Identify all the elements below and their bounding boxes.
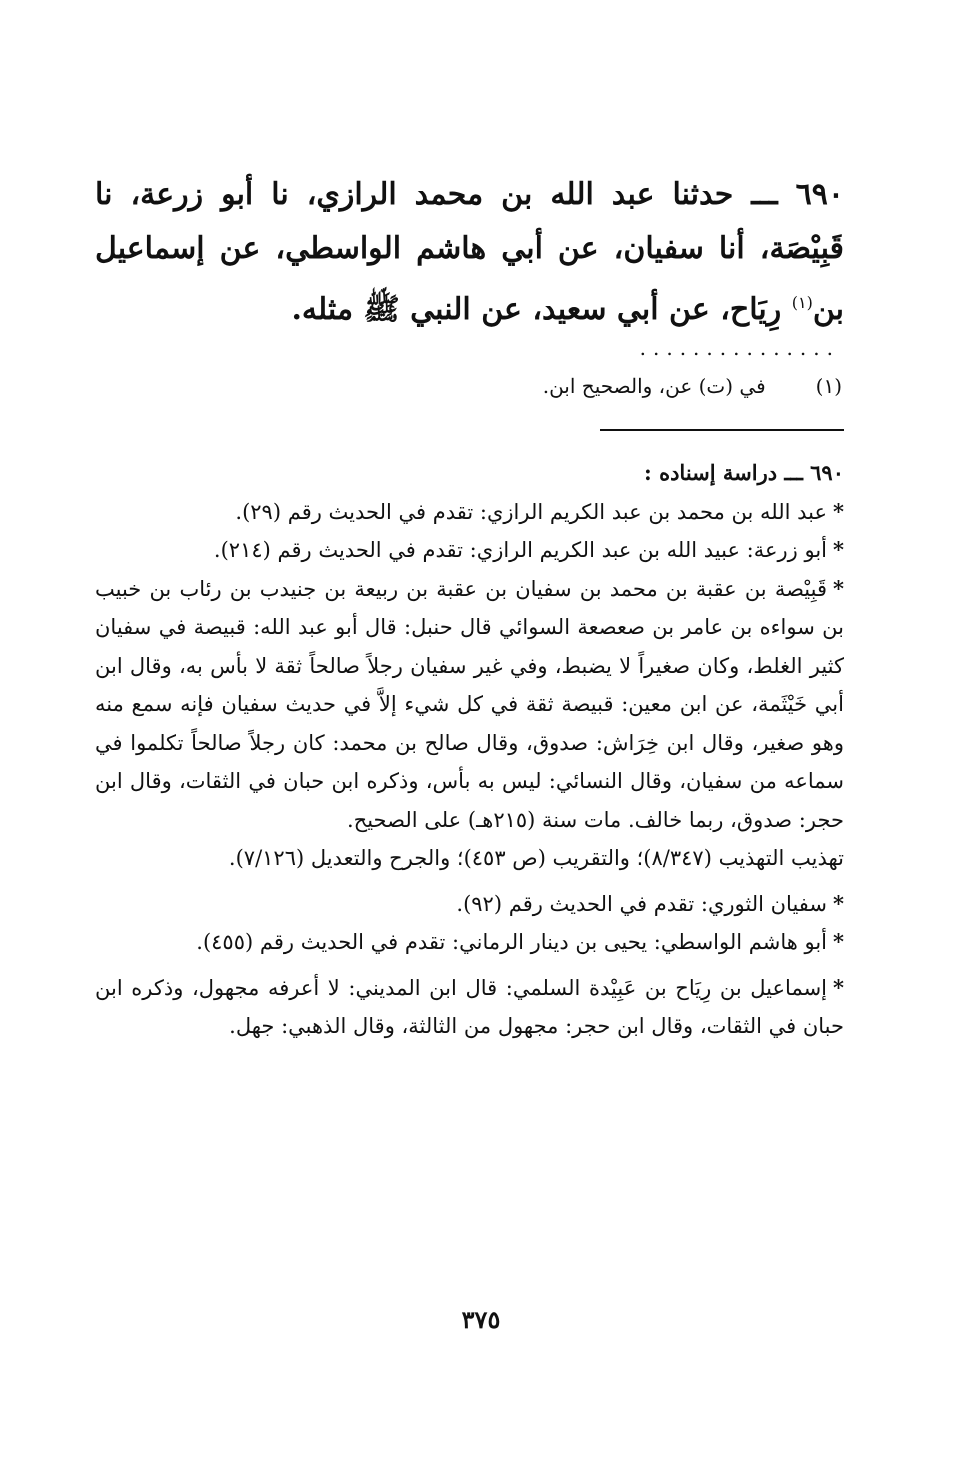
page-number: ٣٧٥ (461, 1305, 501, 1334)
hadith-body-2: رِيَاح، عن أبي سعيد، عن النبي ﷺ مثله. (291, 292, 782, 327)
footnote-number: (١) (815, 374, 842, 398)
narrator-entry (95, 493, 844, 532)
reference-line: تهذيب التهذيب (٨/٣٤٧)؛ والتقريب (ص ٤٥٣)؛ والجرح والتعديل (٧/١٢٦). (228, 846, 844, 870)
footnote-marker: (١) (791, 293, 813, 312)
narrator-entry (95, 923, 844, 962)
bullet-icon: * (833, 890, 844, 916)
hadith-body-1: حدثنا عبد الله بن محمد الرازي، نا أبو زرعة، نا قَبِيْصَة، أنا سفيان، عن أبي هاشم الواسطي، عن إسماعيل بن (95, 177, 844, 327)
bullet-icon: * (833, 498, 844, 524)
narrator-entry (95, 969, 844, 1046)
hadith-number: ٦٩٠ (795, 177, 844, 212)
bullet-icon: * (833, 575, 844, 601)
hadith-text (95, 168, 844, 337)
isnad-study (95, 454, 844, 1046)
footnote-text: في (ت) عن، والصحيح ابن. (542, 374, 766, 398)
narrator-text: أبو هاشم الواسطي: يحيى بن دينار الرماني: تقدم في الحديث رقم (٤٥٥). (196, 930, 828, 954)
study-heading: ٦٩٠ ـــ دراسة إسناده : (644, 460, 844, 485)
bullet-icon: * (833, 929, 844, 954)
narrator-entry (95, 885, 844, 924)
narrator-text: عبد الله بن محمد بن عبد الكريم الرازي: تقدم في الحديث رقم (٢٩). (235, 499, 828, 524)
footnote (95, 372, 842, 400)
narrator-entry (95, 570, 844, 840)
bullet-icon: * (833, 974, 844, 1000)
narrator-text: قَبِيْصة بن عقبة بن محمد بن سفيان بن عقبة بن ربيعة بن جنيدب بن رئاب بن خبيب بن سواءه بن عامر بن صعصعة السوائي قال حنبل: قال أبو عبد الله: قبيصة في سفيان كثير الغلط، وكان صغيراً لا يضبط، وفي غير سفيان رجلاً صالحاً ثقة لا بأس به، وقال ابن أبي خَيْثَمة، عن ابن معين: قبيصة ثقة في كل شيء إلاَّ في حديث سفيان فإنه سمع منه وهو صغير، وقال ابن خِرَاش: صدوق، وقال صالح بن محمد: كان رجلاً صالحاً تكلموا في سماعه من سفيان، وقال النسائي: ليس به بأس، وذكره ابن حبان في الثقات، وقال ابن حجر: صدوق، ربما خالف. مات سنة (٢١٥هـ) على الصحيح. (95, 576, 844, 832)
narrator-entry (95, 531, 844, 570)
narrator-text: إسماعيل بن رِيَاح بن عَبِيْدة السلمي: قال ابن المديني: لا أعرفه مجهول، وذكره ابن حبان في الثقات، وقال ابن حجر: مجهول من الثالثة، وقال الذهبي: جهل. (95, 975, 844, 1038)
footnote-separator-dots: ............... (639, 336, 840, 360)
narrator-text: سفيان الثوري: تقدم في الحديث رقم (٩٢). (456, 891, 828, 916)
bullet-icon: * (833, 537, 844, 562)
section-divider-line (600, 429, 844, 431)
narrator-text: أبو زرعة: عبيد الله بن عبد الكريم الرازي: تقدم في الحديث رقم (٢١٤). (213, 538, 828, 562)
hadith-dash: ـــ (751, 177, 778, 212)
